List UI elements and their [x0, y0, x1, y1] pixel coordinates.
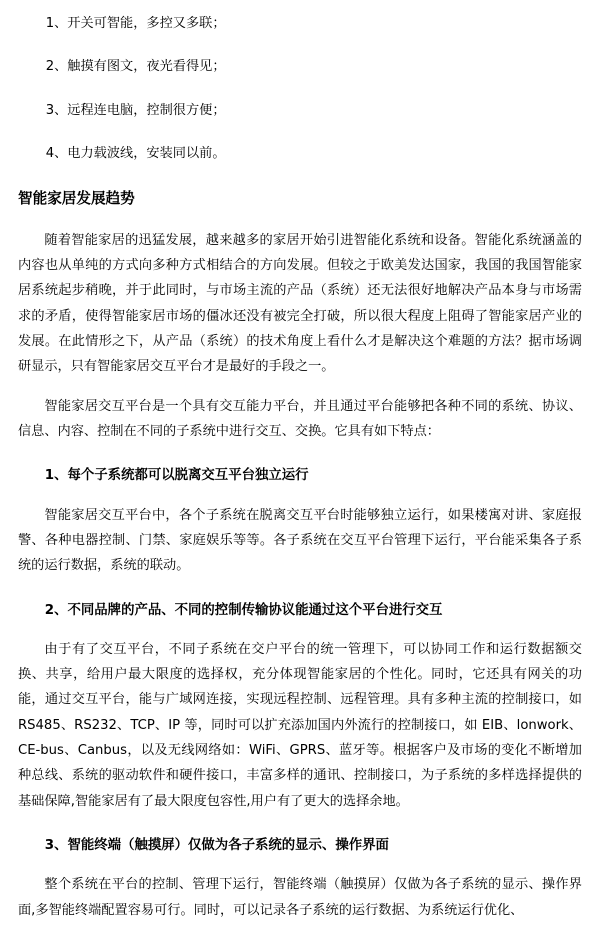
sub-heading: 1、每个子系统都可以脱离交互平台独立运行 [44, 468, 309, 484]
list-item: 3、远程连电脑，控制很方便； [45, 102, 226, 118]
list-item: 1、开关可智能，多控又多联； [45, 16, 226, 31]
body-paragraph: 智能家居交互平台是一个具有交互能力平台，并且通过平台能够把各种不同的系统、协议、信息、内容、控制在不同的子系统中进行交互、交换。它具有如下特点： [18, 398, 582, 440]
body-paragraph: 整个系统在平台的控制、管理下运行，智能终端（触摸屏）仅做为各子系统的显示、操作界面,多智能终端配置容易可行。同时，可以记录各子系统的运行数据、为系统运行优化、 [18, 877, 582, 918]
section-heading: 智能家居发展趋势 [18, 189, 135, 207]
list-item: 4、电力载波线，安装同以前。 [45, 146, 226, 162]
body-paragraph: 随着智能家居的迅猛发展，越来越多的家居开始引进智能化系统和设备。智能化系统涵盖的内容也从单纯的方式向多种方式相结合的方向发展。但较之于欧美发达国家，我国的我国智能家居系统起步稍晚，并于此同时，与市场主流的产品（系统）还无法很好地解决产品本身与市场需求的矛盾，使得智能家居市场的僵冰还没有被完全打破，所以很大程度上阻碍了智能家居产业的发展。在此情形之下，从产品（系统）的技术角度上看什么才是解决这个难题的方法？据市场调研显示，只有智能家居交互平台才是最好的手段之一。 [18, 232, 582, 375]
list-item: 2、触摸有图文，夜光看得见； [45, 59, 226, 75]
sub-heading: 3、智能终端（触摸屏）仅做为各子系统的显示、操作界面 [44, 838, 389, 854]
sub-heading: 2、不同品牌的产品、不同的控制传输协议能通过这个平台进行交互 [44, 602, 443, 618]
body-paragraph: 由于有了交互平台，不同子系统在交户平台的统一管理下，可以协同工作和运行数据额交换、共享，给用户最大限度的选择权，充分体现智能家居的个性化。同时，它还具有网关的功能，通过交互平台，能与广域网连接，实现远程控制、远程管理。具有多种主流的控制接口，如 RS485、RS232、TCP、IP 等，同时可以扩充添加国内外流行的控制接口，如 EIB、lonwork、CE-bus、Canbus，以及无线网络如：WiFi、GPRS、蓝牙等。根据客户及市场的变化不断增加种总线、系统的驱动软件和硬件接口，丰富多样的通讯、控制接口，为子系统的多样选择提供的基础保障,智能家居有了最大限度包容性,用户有了更大的选择余地。 [18, 641, 582, 809]
body-paragraph: 智能家居交互平台中，各个子系统在脱离交互平台时能够独立运行，如果楼寓对讲、家庭报警、各种电器控制、门禁、家庭娱乐等等。各子系统在交互平台管理下运行，平台能采集各子系统的运行数据，系统的联动。 [18, 507, 582, 574]
